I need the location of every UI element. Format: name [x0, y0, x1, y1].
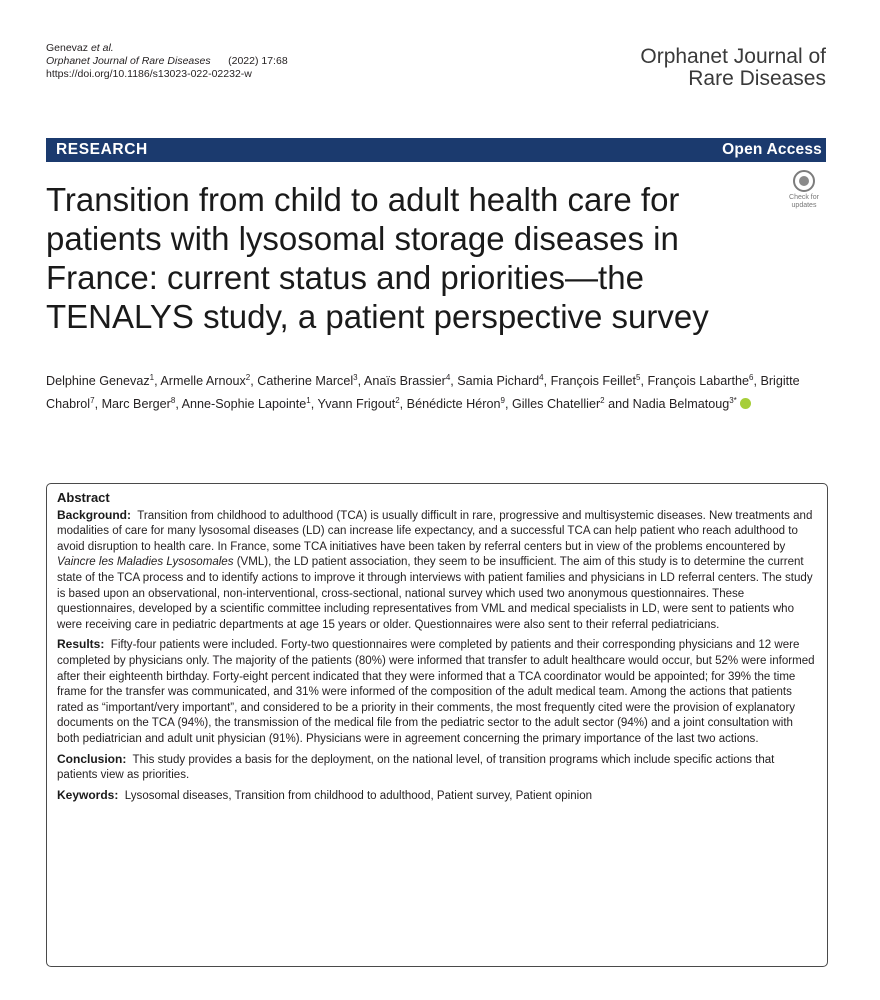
article-meta	[46, 42, 288, 81]
author-affiliation[interactable]: 2	[600, 396, 605, 406]
abstract-heading: Abstract	[57, 490, 110, 505]
author-affiliation[interactable]: 2	[245, 373, 251, 382]
author-affiliation[interactable]: 7	[90, 396, 95, 406]
doi-link[interactable]: https://doi.org/10.1186/s13023-022-02232-w	[46, 68, 252, 80]
abstract-box	[46, 483, 828, 967]
author-name[interactable]: Nadia Belmatoug	[632, 397, 730, 412]
author-name[interactable]: François Feillet	[550, 374, 637, 389]
author-affiliation[interactable]: 3*	[729, 396, 737, 406]
author-name[interactable]: Brigitte Chabrol	[46, 374, 800, 412]
journal-logo: Orphanet Journal of Rare Diseases	[640, 45, 826, 90]
abstract-keywords: Keywords: Lysosomal diseases, Transition from childhood to adulthood, Patient survey, Patient opinion	[57, 787, 593, 802]
author-name[interactable]: Anaïs Brassier	[363, 374, 446, 389]
author-affiliation[interactable]: 5	[636, 373, 641, 382]
author-list: Delphine Genevaz$^1$, Armelle Arnoux$^2$, Catherine Marcel$^3$, Anaïs Brassier$^4$, Samia Pichard$^4$, François Feillet$^5$, François Labarthe$^6$, Brigitte Chabrol$^7$, Marc Berger$^8$, Anne-Sophie Lapointe$^1$, Yvann Frigout$^2$, Bénédicte Héron$^9$, Gilles Chatellier$^2$ and Nadia Belmatoug$^{3*}$	[46, 373, 800, 412]
author-name[interactable]: Yvann Frigout	[317, 397, 396, 412]
abstract-results: Results: Fifty-four patients were included. Forty-two questionnaires were completed by patients and their corresponding physicians and 12 were completed by physicians only. The majority of the patients (80%) were informed that transfer to adult healthcare would occur, but 52% were informed after their eighteenth birthday. Forty-eight percent indicated that they were informed that a TCA coordinator would be appointed; for 39% the time frame for the transfer was communicated, and 31% were informed of the composition of the adult medical team. Among the actions that patients rated as “important/very important”, and considered to be a priority in their comments, the most frequently cited were the provision of explanatory documents on the TCA (94%), the transmission of the medical file from the pediatric sector to the adult sector (94%) and a joint consultation with both pediatrician and adult unit physician (91%). Physicians were in agreement concerning the primary importance of the last two actions.	[57, 637, 815, 745]
article-title: Transition from child to adult health care for patients with lysosomal storage diseases in France: current status and priorities—the TENALYS study, a patient perspective survey	[46, 181, 709, 335]
author-name[interactable]: François Labarthe	[647, 374, 749, 389]
check-for-updates-icon	[793, 170, 815, 192]
author-affiliation[interactable]: 1	[149, 373, 155, 382]
citation-authors: Genevaz et al.	[46, 42, 114, 54]
author-name[interactable]: Anne-Sophie Lapointe	[181, 397, 307, 412]
author-affiliation[interactable]: 9	[500, 396, 505, 406]
abstract-conclusion: Conclusion: This study provides a basis for the deployment, on the national level, of transition programs which include specific actions that patients view as priorities.	[57, 751, 775, 782]
author-affiliation[interactable]: 1	[306, 396, 311, 406]
author-name[interactable]: Catherine Marcel	[257, 374, 354, 389]
section-banner	[46, 138, 826, 162]
author-affiliation[interactable]: 8	[170, 396, 176, 406]
author-name[interactable]: Armelle Arnoux	[160, 374, 246, 389]
author-name[interactable]: Gilles Chatellier	[511, 397, 601, 412]
author-name[interactable]: Delphine Genevaz	[46, 374, 150, 389]
author-affiliation[interactable]: 4	[445, 373, 451, 382]
citation-journal: Orphanet Journal of Rare Diseases (2022) 17:68	[46, 55, 288, 67]
author-affiliation[interactable]: 2	[395, 396, 400, 406]
author-name[interactable]: Bénédicte Héron	[406, 397, 501, 412]
abstract-background: Background: Transition from childhood to adulthood (TCA) is usually difficult in rare, progressive and multisystemic diseases. New treatments and modalities of care for many lysosomal diseases (LD) can increase life expectancy, and a successful TCA can help patient who reach adulthood to avoid disruption to health care. In France, some TCA initiatives have been taken by referral centers but in view of the problems encountered by Vaincre les Maladies Lysosomales (VML), the LD patient association, they seem to be insufficient. The aim of this study is to determine the current state of the TCA process and to identify actions to improve it through interviews with patient families and physicians in LD referral centers. The study is based upon an observational, non-interventional, cross-sectional, national survey which used two anonymous questionnaires. These questionnaires, developed by a scientific committee including representatives from VML and medical specialists in LD, were sent to patients who were receiving care in pediatric departments at age 15 years or older. Questionnaires were also sent to their referral pediatricians.	[57, 507, 813, 631]
orcid-icon[interactable]	[740, 398, 751, 409]
author-affiliation[interactable]: 4	[539, 373, 544, 382]
check-for-updates-button[interactable]: Check for updates	[784, 168, 824, 216]
author-affiliation[interactable]: 3	[353, 373, 358, 382]
section-label: RESEARCH	[56, 141, 148, 158]
author-affiliation[interactable]: 6	[748, 373, 754, 382]
author-name[interactable]: Marc Berger	[101, 397, 171, 412]
open-access-label: Open Access	[722, 141, 822, 158]
author-name[interactable]: Samia Pichard	[457, 374, 540, 389]
